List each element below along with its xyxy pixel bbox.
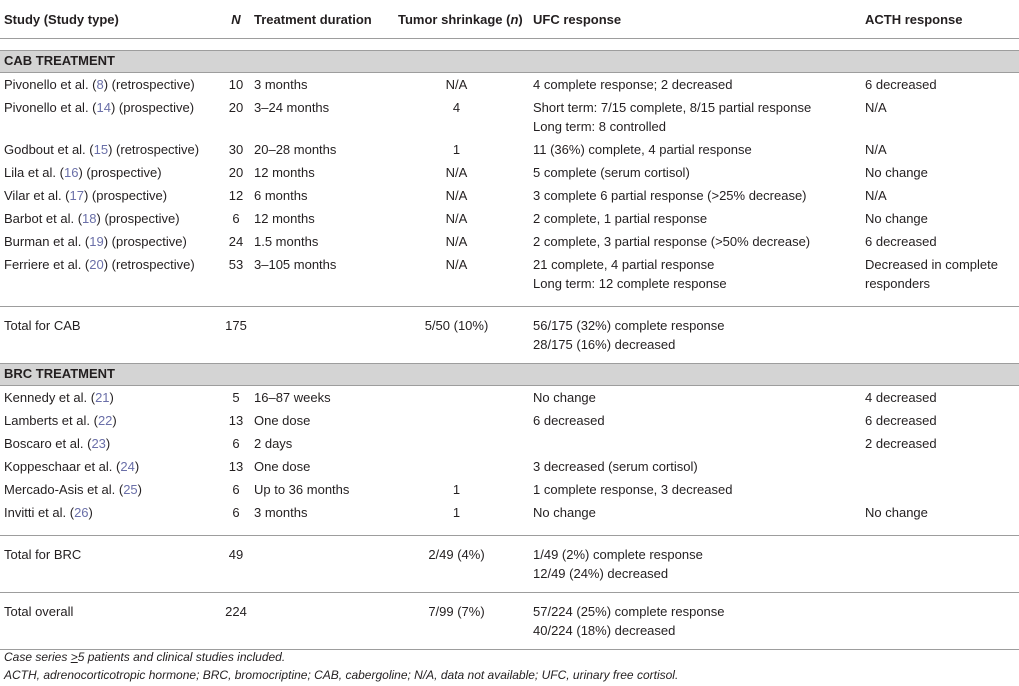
total-n: 224 (222, 593, 250, 650)
ufc-cell (523, 138, 861, 161)
table-row (0, 230, 1019, 253)
cell-line: 6 decreased (865, 413, 937, 428)
cell-line: 11 (36%) complete, 4 partial response (533, 142, 752, 157)
ufc-cell (523, 478, 861, 501)
study-type: ) (retrospective) (108, 142, 200, 157)
total-n: 49 (222, 536, 250, 593)
shrinkage-cell: N/A (445, 77, 468, 92)
acth-cell (861, 207, 1019, 230)
cell-line: No change (533, 390, 596, 405)
header-study: Study (Study type) (0, 0, 222, 39)
cell-line: 6 decreased (865, 77, 937, 92)
study-author: Mercado-Asis et al. ( (4, 482, 124, 497)
total-shrinkage: 5/50 (10%) (390, 307, 523, 364)
acth-cell (861, 96, 1019, 138)
acth-cell (861, 501, 1019, 524)
duration-cell: 12 months (254, 211, 315, 226)
duration-cell: 3 months (254, 505, 308, 520)
study-author: Lila et al. ( (4, 165, 64, 180)
study-type: ) (105, 436, 111, 451)
total-ufc (523, 536, 861, 593)
duration-cell: 20–28 months (254, 142, 337, 157)
cell-line: 21 complete, 4 partial response (533, 257, 715, 272)
acth-cell (861, 432, 1019, 455)
reference-link[interactable]: 26 (74, 505, 89, 520)
cell-line: N/A (865, 142, 887, 157)
study-type: ) (134, 459, 140, 474)
ufc-cell (523, 432, 861, 455)
acth-cell (861, 73, 1019, 97)
duration-cell: 3–105 months (254, 257, 337, 272)
study-type: ) (prospective) (83, 188, 168, 203)
total-ufc (523, 593, 861, 650)
reference-link[interactable]: 18 (82, 211, 97, 226)
ufc-cell (523, 501, 861, 524)
study-type: ) (retrospective) (103, 257, 195, 272)
cell-line: 2 complete, 3 partial response (>50% decrease) (533, 234, 811, 249)
study-type: ) (109, 390, 114, 405)
n-cell: 13 (228, 413, 244, 428)
table-row (0, 138, 1019, 161)
study-cell (0, 230, 222, 253)
shrinkage-cell: 1 (452, 482, 461, 497)
total-duration (250, 593, 390, 650)
cell-line: 40/224 (18%) decreased (533, 623, 676, 638)
reference-link[interactable]: 17 (69, 188, 84, 203)
ufc-cell (523, 386, 861, 410)
cell-line: 57/224 (25%) complete response (533, 604, 725, 619)
acth-cell (861, 253, 1019, 295)
acth-cell (861, 138, 1019, 161)
acth-cell (861, 478, 1019, 501)
study-type: ) (prospective) (78, 165, 162, 180)
total-n: 175 (222, 307, 250, 364)
n-cell: 5 (232, 390, 240, 405)
duration-cell: 2 days (254, 436, 293, 451)
cell-line: Long term: 8 controlled (533, 119, 666, 134)
study-cell (0, 138, 222, 161)
study-author: Burman et al. ( (4, 234, 90, 249)
cell-line: 56/175 (32%) complete response (533, 318, 725, 333)
header-duration: Treatment duration (250, 0, 390, 39)
shrinkage-cell: N/A (445, 211, 468, 226)
n-cell: 20 (228, 100, 244, 115)
study-cell (0, 96, 222, 138)
duration-cell: One dose (254, 459, 311, 474)
total-row (0, 593, 1019, 650)
cell-line: 4 complete response; 2 decreased (533, 77, 733, 92)
cell-line: 3 complete 6 partial response (>25% decrease) (533, 188, 807, 203)
cell-line: N/A (865, 188, 887, 203)
acth-cell (861, 230, 1019, 253)
shrinkage-cell: N/A (445, 165, 468, 180)
n-cell: 24 (228, 234, 244, 249)
study-cell (0, 478, 222, 501)
shrinkage-cell: 1 (452, 142, 461, 157)
header-ufc: UFC response (523, 0, 861, 39)
n-cell: 6 (232, 436, 240, 451)
study-cell (0, 253, 222, 295)
total-shrinkage: 2/49 (4%) (390, 536, 523, 593)
total-ufc (523, 307, 861, 364)
ufc-cell (523, 207, 861, 230)
study-type: ) (prospective) (96, 211, 180, 226)
shrinkage-cell: 4 (452, 100, 461, 115)
acth-cell (861, 386, 1019, 410)
acth-cell (861, 161, 1019, 184)
study-type: ) (88, 505, 93, 520)
shrinkage-cell: 1 (452, 505, 461, 520)
cell-line: 6 decreased (533, 413, 605, 428)
study-type: ) (112, 413, 117, 428)
table-row (0, 409, 1019, 432)
cell-line: 3 decreased (serum cortisol) (533, 459, 698, 474)
cell-line: No change (865, 505, 928, 520)
n-cell: 30 (228, 142, 244, 157)
table-row (0, 161, 1019, 184)
reference-link[interactable]: 21 (95, 390, 110, 405)
study-author: Invitti et al. ( (4, 505, 75, 520)
section-title: CAB TREATMENT (0, 51, 1019, 73)
cell-line: Decreased in complete (865, 257, 998, 272)
study-cell (0, 432, 222, 455)
duration-cell: 3 months (254, 77, 308, 92)
study-type: ) (retrospective) (103, 77, 195, 92)
reference-link[interactable]: 14 (96, 100, 111, 115)
spacer-row (0, 524, 1019, 536)
ufc-cell (523, 230, 861, 253)
shrinkage-cell: N/A (445, 234, 468, 249)
study-cell (0, 409, 222, 432)
total-acth (861, 536, 1019, 593)
cell-line: No change (865, 165, 928, 180)
table-row (0, 96, 1019, 138)
cell-line: 1 complete response, 3 decreased (533, 482, 733, 497)
section-title: BRC TREATMENT (0, 364, 1019, 386)
total-row (0, 536, 1019, 593)
spacer-row (0, 39, 1019, 51)
shrinkage-cell (390, 455, 523, 478)
table-row (0, 432, 1019, 455)
table-body (0, 39, 1019, 650)
cell-line: 4 decreased (865, 390, 937, 405)
study-type: ) (prospective) (110, 100, 195, 115)
n-cell: 12 (228, 188, 244, 203)
spacer-row (0, 295, 1019, 307)
cell-line: 28/175 (16%) decreased (533, 337, 676, 352)
table-row (0, 73, 1019, 97)
duration-cell: 1.5 months (254, 234, 319, 249)
ufc-cell (523, 409, 861, 432)
ufc-cell (523, 455, 861, 478)
reference-link[interactable]: 23 (91, 436, 106, 451)
table-footnotes (4, 648, 678, 684)
acth-cell (861, 184, 1019, 207)
study-author: Pivonello et al. ( (4, 100, 97, 115)
study-cell (0, 386, 222, 410)
footnote-inclusion: Case series >5 patients and clinical studies included. (4, 650, 286, 664)
shrinkage-cell: N/A (445, 257, 468, 272)
duration-cell: One dose (254, 413, 311, 428)
duration-cell: 6 months (254, 188, 308, 203)
cell-line: 5 complete (serum cortisol) (533, 165, 690, 180)
study-cell (0, 161, 222, 184)
cell-line: 1/49 (2%) complete response (533, 547, 703, 562)
footnote-abbreviations: ACTH, adrenocorticotropic hormone; BRC, bromocriptine; CAB, cabergoline; N/A, data not available; UFC, urinary free cortisol. (4, 668, 679, 682)
total-label: Total for CAB (0, 307, 222, 364)
study-cell (0, 73, 222, 97)
ufc-cell (523, 96, 861, 138)
section-header (0, 51, 1019, 73)
study-author: Vilar et al. ( (4, 188, 70, 203)
study-type: ) (prospective) (103, 234, 187, 249)
header-row (0, 0, 1019, 39)
table-row (0, 207, 1019, 230)
n-cell: 53 (228, 257, 244, 272)
reference-link[interactable]: 15 (93, 142, 109, 157)
n-cell: 6 (232, 505, 240, 520)
reference-link[interactable]: 8 (96, 77, 104, 92)
study-author: Kennedy et al. ( (4, 390, 96, 405)
study-author: Ferriere et al. ( (4, 257, 90, 272)
ufc-cell (523, 253, 861, 295)
shrinkage-cell: N/A (445, 188, 468, 203)
total-duration (250, 307, 390, 364)
shrinkage-cell (390, 409, 523, 432)
study-author: Barbot et al. ( (4, 211, 83, 226)
study-author: Koppeschaar et al. ( (4, 459, 121, 474)
reference-link[interactable]: 25 (123, 482, 138, 497)
total-acth (861, 593, 1019, 650)
study-author: Boscaro et al. ( (4, 436, 92, 451)
cell-line: 12/49 (24%) decreased (533, 566, 669, 581)
table-row (0, 501, 1019, 524)
cell-line: 2 complete, 1 partial response (533, 211, 708, 226)
cell-line: responders (865, 276, 931, 291)
ufc-cell (523, 161, 861, 184)
reference-link[interactable]: 24 (120, 459, 135, 474)
table-row (0, 386, 1019, 410)
total-acth (861, 307, 1019, 364)
n-cell: 13 (228, 459, 244, 474)
study-author: Lamberts et al. ( (4, 413, 98, 428)
cell-line: No change (865, 211, 928, 226)
header-shrinkage: Tumor shrinkage (n) (390, 0, 523, 39)
total-label: Total overall (0, 593, 222, 650)
shrinkage-cell (390, 432, 523, 455)
table-row (0, 455, 1019, 478)
cell-line: No change (533, 505, 596, 520)
study-author: Pivonello et al. ( (4, 77, 97, 92)
cell-line: 2 decreased (865, 436, 937, 451)
duration-cell: 3–24 months (254, 100, 330, 115)
section-header (0, 364, 1019, 386)
study-type: ) (137, 482, 143, 497)
cell-line: 6 decreased (865, 234, 937, 249)
study-author: Godbout et al. ( (4, 142, 94, 157)
acth-cell (861, 455, 1019, 478)
total-shrinkage: 7/99 (7%) (390, 593, 523, 650)
total-duration (250, 536, 390, 593)
reference-link[interactable]: 22 (97, 413, 113, 428)
table-row (0, 478, 1019, 501)
n-cell: 20 (228, 165, 244, 180)
n-cell: 10 (228, 77, 244, 92)
acth-cell (861, 409, 1019, 432)
ufc-cell (523, 184, 861, 207)
total-row (0, 307, 1019, 364)
cell-line: Short term: 7/15 complete, 8/15 partial response (533, 100, 812, 115)
duration-cell: 16–87 weeks (254, 390, 331, 405)
header-n: N (222, 0, 250, 39)
shrinkage-cell (390, 386, 523, 410)
cell-line: N/A (865, 100, 887, 115)
study-cell (0, 455, 222, 478)
study-cell (0, 501, 222, 524)
table-row (0, 184, 1019, 207)
study-cell (0, 207, 222, 230)
reference-link[interactable]: 16 (63, 165, 79, 180)
table-row (0, 253, 1019, 295)
reference-link[interactable]: 19 (89, 234, 104, 249)
study-cell (0, 184, 222, 207)
cell-line: Long term: 12 complete response (533, 276, 727, 291)
ufc-cell (523, 73, 861, 97)
n-cell: 6 (232, 482, 240, 497)
header-acth: ACTH response (861, 0, 1019, 39)
total-label: Total for BRC (0, 536, 222, 593)
n-cell: 6 (232, 211, 240, 226)
duration-cell: Up to 36 months (254, 482, 350, 497)
duration-cell: 12 months (254, 165, 315, 180)
reference-link[interactable]: 20 (89, 257, 104, 272)
